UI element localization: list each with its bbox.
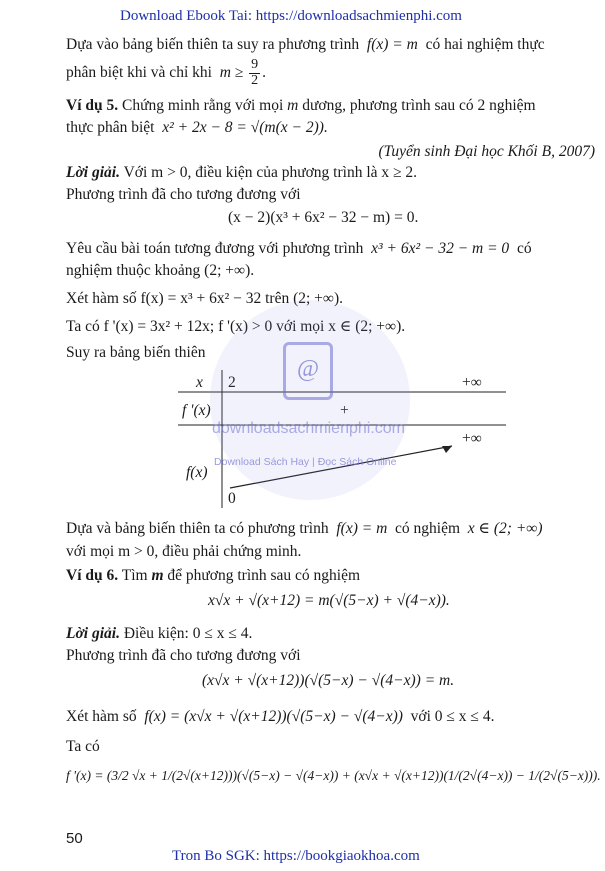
book-at-icon: @ bbox=[283, 342, 333, 400]
arrow-head bbox=[442, 446, 452, 453]
intro-text-a: Dựa vào bảng biến thiên ta suy ra phương trình bbox=[66, 36, 360, 53]
table-fp-sign: + bbox=[340, 402, 349, 419]
example6-equivalent: Phương trình đã cho tương đương với bbox=[66, 647, 301, 664]
example5-conclusion: Dựa và bảng biến thiên ta có phương trình f(x) = m có nghiệm x ∈ (2; +∞) bbox=[66, 520, 543, 537]
table-f-label: f(x) bbox=[186, 464, 208, 481]
example6-equation: x√x + √(x+12) = m(√(5−x) + √(4−x)). bbox=[208, 592, 450, 609]
example5-solution-1: Lời giải. Với m > 0, điều kiện của phương trình là x ≥ 2. bbox=[66, 164, 418, 181]
variation-table-intro: Suy ra bảng biến thiên bbox=[66, 344, 206, 361]
intro-line-1 bbox=[66, 36, 545, 54]
table-f-top: +∞ bbox=[462, 430, 482, 447]
table-f-bottom: 0 bbox=[228, 490, 236, 507]
intro-ineq: m ≥ bbox=[219, 63, 244, 81]
intro-math: f(x) = m bbox=[366, 36, 418, 53]
intro-line2-text: phân biệt khi và chỉ khi bbox=[66, 63, 212, 81]
example5-heading: Ví dụ 5. Chứng minh rằng với mọi m dương, phương trình sau có 2 nghiệm bbox=[66, 97, 536, 114]
table-x-start: 2 bbox=[228, 374, 236, 391]
fraction-nine-halves: $\frac{9}{2}$ bbox=[251, 57, 259, 88]
example5-requirement: Yêu cầu bài toán tương đương với phương trình x³ + 6x² − 32 − m = 0 có bbox=[66, 240, 532, 257]
example5-solution-2: Phương trình đã cho tương đương với bbox=[66, 186, 301, 203]
example5-derivative: Ta có f '(x) = 3x² + 12x; f '(x) > 0 với mọi x ∈ (2; +∞). bbox=[66, 318, 406, 335]
example6-function: Xét hàm số f(x) = (x√x + √(x+12))(√(5−x) − √(4−x)) với 0 ≤ x ≤ 4. bbox=[66, 708, 495, 725]
page-number: 50 bbox=[66, 830, 83, 847]
example6-condition: Lời giải. Điều kiện: 0 ≤ x ≤ 4. bbox=[66, 625, 253, 642]
example6-heading: Ví dụ 6. Tìm m để phương trình sau có nghiệm bbox=[66, 567, 361, 584]
header-link[interactable]: Download Ebook Tai: https://downloadsachmienphi.com bbox=[120, 8, 462, 24]
footer-link[interactable]: Tron Bo SGK: https://bookgiaokhoa.com bbox=[172, 848, 420, 864]
example5-factored-equation: (x − 2)(x³ + 6x² − 32 − m) = 0. bbox=[228, 209, 419, 226]
example5-equation: x² + 2x − 8 = √(m(x − 2)). bbox=[162, 119, 328, 136]
example5-label: Ví dụ 5. bbox=[66, 97, 119, 114]
example6-label: Ví dụ 6. bbox=[66, 567, 119, 584]
watermark-tagline: Download Sách Hay | Đọc Sách Online bbox=[214, 456, 397, 468]
watermark-site: downloadsachmienphi.com bbox=[212, 420, 405, 437]
table-x-end: +∞ bbox=[462, 374, 482, 391]
example6-taco: Ta có bbox=[66, 738, 100, 755]
example5-conclusion-2: với mọi m > 0, điều phải chứng minh. bbox=[66, 543, 302, 560]
intro-text-b: có hai nghiệm thực bbox=[425, 36, 545, 53]
solution-label: Lời giải. bbox=[66, 164, 120, 181]
intro-line-2: phân biệt khi và chỉ khi m ≥ $\frac{9}{2}$ . bbox=[66, 57, 267, 88]
table-fp-label: f '(x) bbox=[182, 402, 211, 419]
example5-interval: nghiệm thuộc khoảng (2; +∞). bbox=[66, 262, 255, 279]
table-x-label: x bbox=[196, 374, 203, 391]
watermark-circle bbox=[210, 300, 410, 500]
example5-function: Xét hàm số f(x) = x³ + 6x² − 32 trên (2; +∞). bbox=[66, 290, 343, 307]
example6-derivative: f '(x) = (3/2 √x + 1/(2√(x+12)))(√(5−x) − √(4−x)) + (x√x + √(x+12))(1/(2√(4−x)) − 1/(2√(5−x))). bbox=[66, 768, 601, 783]
example5-source: (Tuyển sinh Đại học Khối B, 2007) bbox=[378, 143, 595, 160]
example5-line2: thực phân biệt x² + 2x − 8 = √(m(x − 2)). bbox=[66, 119, 328, 136]
example6-equation-2: (x√x + √(x+12))(√(5−x) − √(4−x)) = m. bbox=[202, 672, 455, 689]
